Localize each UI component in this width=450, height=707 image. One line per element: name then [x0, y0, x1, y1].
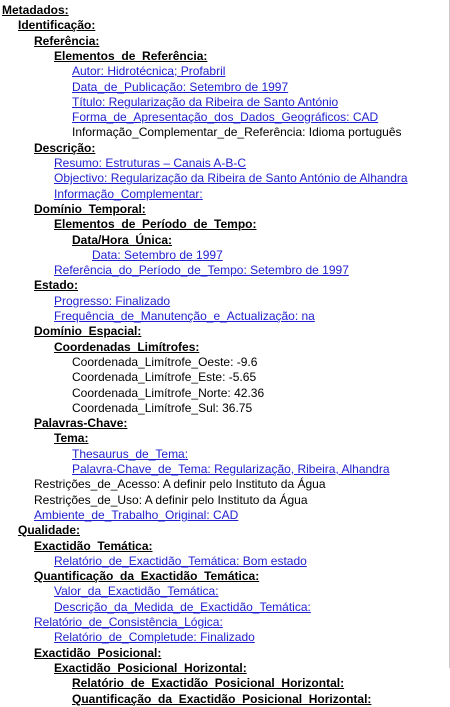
tree-line-info-complementar[interactable]: Informação_Complementar:: [54, 187, 203, 201]
tree-line-restricoes-acesso: Restrições_de_Acesso: A definir pelo Instituto da Água: [34, 477, 326, 491]
tree-line-objectivo[interactable]: Objectivo: Regularização da Ribeira de Santo António de Alhandra: [54, 171, 408, 185]
tree-line-ambiente-trabalho[interactable]: Ambiente_de_Trabalho_Original: CAD: [34, 508, 239, 522]
tree-line-exactidao-posicional-horizontal: Exactidão_Posicional_Horizontal:: [54, 661, 247, 675]
tree-line-coord-norte: Coordenada_Limítrofe_Norte: 42.36: [72, 386, 265, 400]
tree-line-forma-apresentacao[interactable]: Forma_de_Apresentação_dos_Dados_Geográficos: CAD: [72, 110, 379, 124]
tree-line-coordenadas-limitrofes: Coordenadas_Limítrofes:: [54, 340, 200, 354]
tree-line-palavra-chave-tema[interactable]: Palavra-Chave_de_Tema: Regularização, Ribeira, Alhandra: [72, 462, 390, 476]
tree-line-identificacao: Identificação:: [18, 18, 96, 32]
tree-line-info-complementar-ref: Informação_Complementar_de_Referência: Idioma português: [72, 125, 402, 139]
tree-line-data-hora-unica: Data/Hora_Única:: [72, 233, 173, 247]
tree-line-tema: Tema:: [54, 431, 89, 445]
tree-line-exactidao-tematica: Exactidão_Temática:: [34, 539, 153, 553]
tree-line-thesaurus[interactable]: Thesaurus_de_Tema:: [72, 447, 189, 461]
tree-line-relatorio-exactidao-posicional-horizontal: Relatório_de_Exactidão_Posicional_Horizontal:: [72, 676, 345, 690]
tree-line-relatorio-consistencia[interactable]: Relatório_de_Consistência_Lógica:: [34, 615, 223, 629]
tree-line-referencia: Referência:: [34, 34, 100, 48]
tree-line-data[interactable]: Data: Setembro de 1997: [92, 248, 223, 262]
tree-line-metadados: Metadados:: [2, 3, 69, 17]
tree-line-relatorio-exactidao-tematica[interactable]: Relatório_de_Exactidão_Temática: Bom estado: [54, 554, 307, 568]
tree-line-frequencia[interactable]: Frequência_de_Manutenção_e_Actualização: na: [54, 309, 315, 323]
tree-line-titulo[interactable]: Título: Regularização da Ribeira de Santo António: [72, 95, 339, 109]
tree-line-coord-sul: Coordenada_Limítrofe_Sul: 36.75: [72, 401, 253, 415]
tree-line-data-publicacao[interactable]: Data_de_Publicação: Setembro de 1997: [72, 80, 289, 94]
tree-line-restricoes-uso: Restrições_de_Uso: A definir pelo Instituto da Água: [34, 493, 308, 507]
tree-line-referencia-periodo[interactable]: Referência_do_Período_de_Tempo: Setembro de 1997: [54, 263, 349, 277]
tree-line-dominio-espacial: Domínio_Espacial:: [34, 324, 142, 338]
tree-line-coord-oeste: Coordenada_Limítrofe_Oeste: -9.6: [72, 355, 258, 369]
tree-line-autor[interactable]: Autor: Hidrotécnica; Profabril: [72, 64, 226, 78]
tree-line-coord-este: Coordenada_Limítrofe_Este: -5.65: [72, 370, 257, 384]
tree-line-quantificacao-exactidao-posicional-horizontal: Quantificação_da_Exactidão_Posicional_Horizontal:: [72, 692, 372, 706]
tree-line-progresso[interactable]: Progresso: Finalizado: [54, 294, 171, 308]
tree-line-dominio-temporal: Domínio_Temporal:: [34, 202, 146, 216]
tree-line-exactidao-posicional: Exactidão_Posicional:: [34, 646, 162, 660]
tree-line-valor-exactidao-tematica[interactable]: Valor_da_Exactidão_Temática:: [54, 584, 219, 598]
tree-line-elementos-periodo: Elementos_de_Período_de_Tempo:: [54, 217, 257, 231]
tree-line-descricao-medida[interactable]: Descrição_da_Medida_de_Exactidão_Temática:: [54, 600, 311, 614]
tree-line-estado: Estado:: [34, 278, 79, 292]
tree-line-quantificacao-exactidao-tematica: Quantificação_da_Exactidão_Temática:: [34, 569, 260, 583]
tree-line-resumo[interactable]: Resumo: Estruturas – Canais A-B-C: [54, 156, 247, 170]
tree-line-qualidade: Qualidade:: [18, 523, 81, 537]
tree-line-elementos-referencia: Elementos_de_Referência:: [54, 49, 208, 63]
tree-line-descricao: Descrição:: [34, 141, 96, 155]
tree-line-relatorio-completude[interactable]: Relatório_de_Completude: Finalizado: [54, 630, 255, 644]
tree-line-palavras-chave: Palavras-Chave:: [34, 416, 128, 430]
